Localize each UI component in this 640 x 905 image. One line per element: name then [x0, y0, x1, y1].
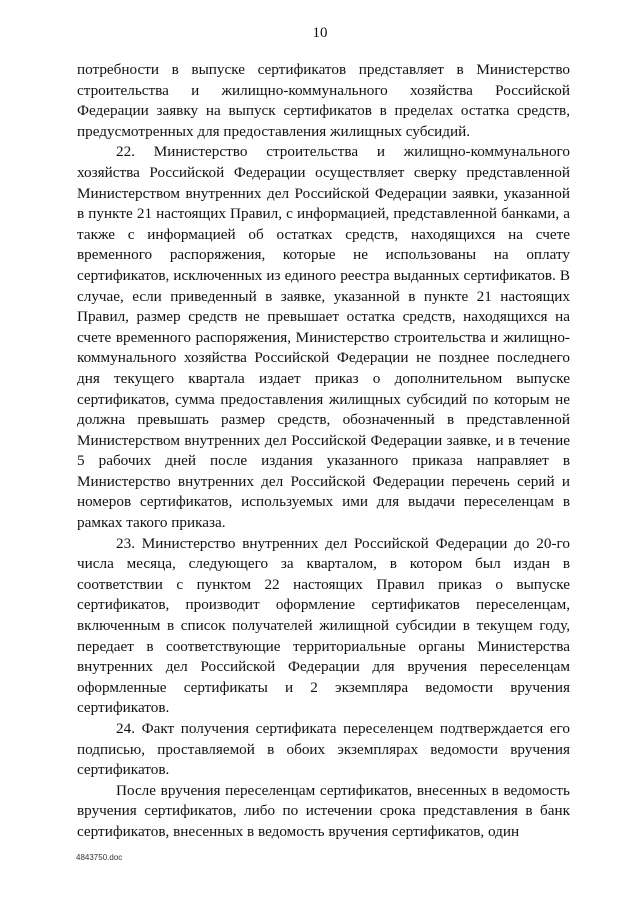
page-number: 10: [312, 25, 328, 41]
paragraph-24: 24. Факт получения сертификата переселенцем подтверждается его подписью, проставляемой в обоих экземплярах ведомости вручения сертификатов.: [77, 720, 570, 779]
paragraph-24-continued: После вручения переселенцам сертификатов, внесенных в ведомость вручения сертификатов, либо по истечении срока представления в банк сертификатов, внесенных в ведомость вручения сертификатов, один: [77, 781, 570, 840]
paragraph-23: 23. Министерство внутренних дел Российской Федерации до 20-го числа месяца, следующего за кварталом, в котором был издан в соответствии с пунктом 22 настоящих Правил приказ о выпуске сертификатов, производит оформление сертификатов переселенцам, включенным в список получателей жилищной субсидии в текущем году, передает в соответствующие территориальные органы Министерства внутренних дел Российской Федерации для вручения переселенцам оформленные сертификаты и 2 экземпляра ведомости вручения сертификатов.: [77, 534, 570, 717]
document-body: [77, 60, 570, 843]
document-filename: 4843750.doc: [76, 853, 123, 862]
paragraph-22: 22. Министерство строительства и жилищно-коммунального хозяйства Российской Федерации осуществляет сверку представленной Министерством внутренних дел Российской Федерации заявки, указанной в пункте 21 настоящих Правил, с информацией, представленной банками, а также с информацией об остатках средств, находящихся на счете временного распоряжения, которые не использованы на оплату сертификатов, исключенных из единого реестра выданных сертификатов. В случае, если приведенный в заявке, указанной в пункте 21 настоящих Правил, размер средств не превышает остатка средств, находящихся на счете временного распоряжения, Министерство строительства и жилищно-коммунального хозяйства Российской Федерации не позднее последнего дня текущего квартала издает приказ о дополнительном выпуске сертификатов, сумма предоставления жилищных субсидий по которым не должна превышать размер средств, обозначенный в представленной Министерством внутренних дел Российской Федерации заявке, и в течение 5 рабочих дней после издания указанного приказа направляет в Министерство внутренних дел Российской Федерации перечень серий и номеров сертификатов, используемых ими для выдачи переселенцам в рамках такого приказа.: [77, 143, 570, 532]
paragraph-continuation: потребности в выпуске сертификатов представляет в Министерство строительства и жилищно-коммунального хозяйства Российской Федерации заявку на выпуск сертификатов в пределах остатка средств, предусмотренных для предоставления жилищных субсидий.: [77, 61, 570, 140]
